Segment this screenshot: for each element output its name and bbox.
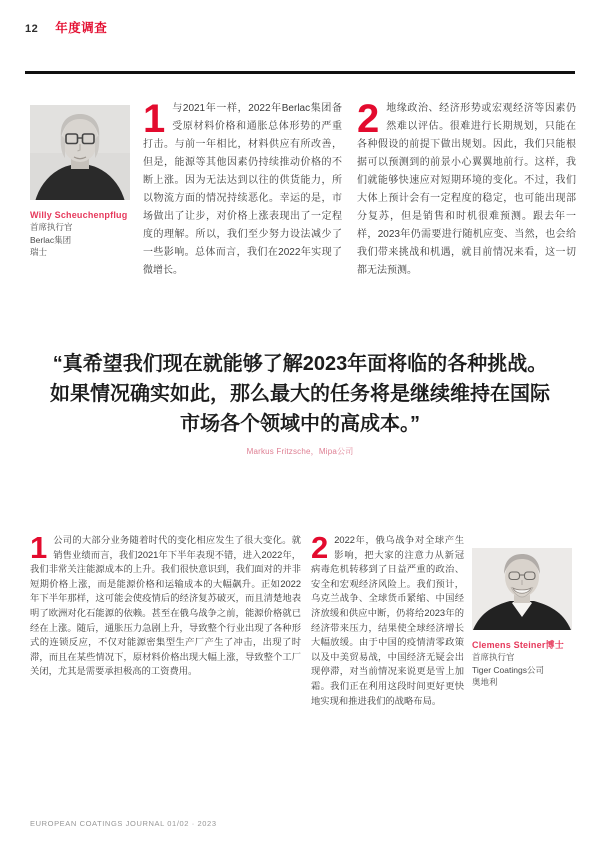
section-title: 年度调查 [55, 21, 108, 35]
quote-attribution: Markus Fritzsche，Mipa公司 [246, 447, 354, 456]
paragraph-number: 1 [143, 97, 166, 141]
header-rule [25, 71, 575, 74]
bottom-article-section [30, 530, 576, 708]
paragraph-text: 与2021年一样，2022年Berlac集团备受原材料价格和通胀总体形势的严重打击。与前一年相比，材料供应有所改善，但是，能源等其他因素仍持续推动价格的不断上涨。因为无法达到以往的供货能力，所以物流方面的情况持续恶化。幸运的是，市场做出了让步，对价格上涨表现出了一定程度的理解。所以，我们至少努力设法减少了一些影响。总体而言，我们在2022年实现了微增长。 [143, 103, 342, 276]
profile-role: 首席执行官 [30, 222, 73, 232]
quote-line-3: 市场各个领域中的高成本。” [180, 413, 420, 435]
page-number: 12 [25, 23, 39, 35]
profile-clemens [472, 533, 572, 708]
profile-name: Clemens Steiner博士 [472, 640, 564, 650]
quote-line-2: 如果情况确实如此，那么最大的任务将是继续维持在国际 [50, 383, 550, 405]
paragraph-1 [30, 530, 301, 679]
top-article-section [30, 97, 576, 280]
quote-line-1: “真希望我们现在就能够了解2023年面将临的各种挑战。 [52, 353, 548, 375]
top-column-2 [357, 97, 576, 280]
paragraph-1 [143, 97, 342, 280]
portrait-photo-willy [30, 105, 130, 200]
paragraph-text: 地缘政治、经济形势或宏观经济等因素仍然难以评估。很难进行长期规划，只能在各种假设的前提下做出规划。因此，我们只能根据可以预测到的前景小心翼翼地前行。这样，我们就能够快速应对短期环境的变化。不过，我们大体上预计会有一定程度的稳定，也可能出现部分复苏，但是销售和时机很难预测。跟去年一样，2023年仍需要进行随机应变、当然，也会给我们带来挑战和机遇，就目前情况来看，这一切都无法预测。 [357, 103, 576, 276]
face-shape [62, 118, 98, 162]
bottom-column-2 [311, 530, 464, 708]
profile-role: 首席执行官 [472, 652, 515, 662]
profile-name: Willy Scheuchenpflug [30, 210, 128, 220]
paragraph-2 [311, 530, 464, 708]
profile-company: Tiger Coatings公司 [472, 664, 544, 675]
page-header [25, 18, 107, 36]
top-column-1 [143, 97, 342, 280]
paragraph-text: 公司的大部分业务随着时代的变化相应发生了很大变化。就销售业绩而言，我们2021年下半年表现不错，进入2022年，我们非常关注能源成本的上升。我们很快意识到，我们面对的并非短期价格上涨，而是能源价格和运输成本的大幅飙升。正如2022年下半年那样，这可能会使疫情后的经济复苏破灭，而且清楚地表明了欧洲对化石能源的依赖。甚至在俄乌战争之前，能源价格就已经在上涨。随后，通胀压力急剧上升，导致整个行业出现了各种形式的连锁反应，不仅对能源密集型生产厂产生了冲击，出现了时滞，而且在某些情况下，原材料价格出现大幅上涨，导致整个工厂关闭，尤其是需要承担极高的工资费用。 [30, 535, 301, 677]
profile-country: 瑞士 [30, 247, 48, 257]
journal-footer: EUROPEAN COATINGS JOURNAL 01/02 · 2023 [30, 819, 217, 828]
paragraph-number: 2 [311, 530, 329, 565]
bottom-column-1 [30, 530, 301, 708]
profile-country: 奥地利 [472, 677, 498, 687]
paragraph-text: 2022年，俄乌战争对全球产生影响，把大家的注意力从新冠病毒危机转移到了日益严重的政治、安全和宏观经济风险上。我们预计，乌克兰战争、全球货币紧缩、中国经济放缓和供应中断，仍将给2023年的经济带来压力，结果使全球经济增长大幅放缓。由于中国的疫情清零政策以及中美贸易战，中国经济无疑会出现停滞，对当前情况来说更是雪上加霜。我们正在利用这段时间更好更快地实现和推进我们的战略布局。 [311, 535, 464, 706]
paragraph-number: 2 [357, 97, 380, 141]
profile-company: Berlac集团 [30, 234, 72, 245]
pull-quote [30, 349, 570, 457]
profile-willy [30, 100, 130, 280]
paragraph-number: 1 [30, 530, 48, 565]
paragraph-2 [357, 97, 576, 280]
portrait-photo-clemens [472, 548, 572, 630]
